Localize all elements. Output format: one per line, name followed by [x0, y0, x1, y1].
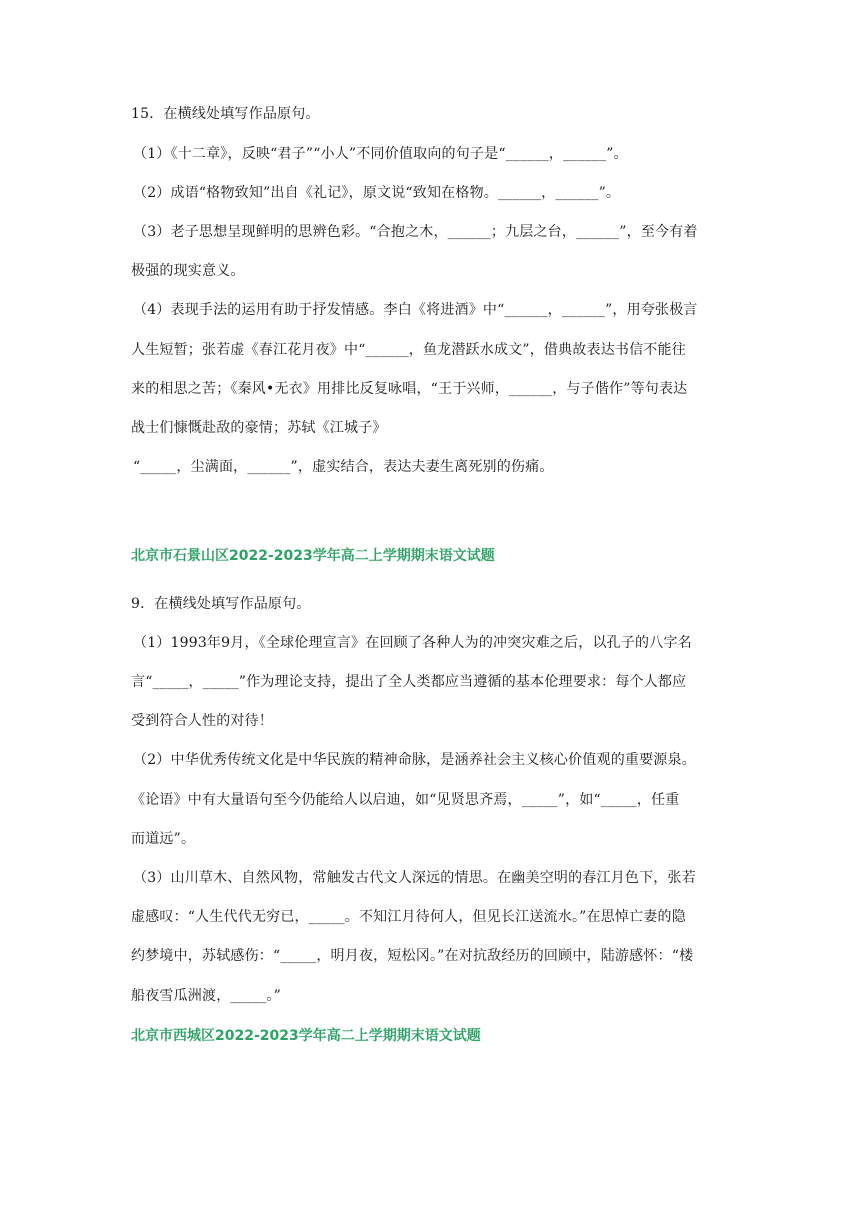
question-9-item-3: （3）山川草木、自然风物，常触发古代文人深远的情思。在幽美空明的春江月色下，张若: [133, 870, 696, 886]
question-9-item-1: （1）1993年9月，《全球伦理宣言》在回顾了各种人为的冲突灾难之后，以孔子的八字名: [133, 635, 692, 651]
question-9-item-3-cont-3: 船夜雪瓜洲渡，_____。”: [131, 988, 281, 1004]
question-15-item-2: （2）成语“格物致知”出自《礼记》，原文说“致知在格物。______，______”。: [133, 185, 621, 201]
question-9-item-2: （2）中华优秀传统文化是中华民族的精神命脉，是涵养社会主义核心价值观的重要源泉。: [133, 752, 696, 768]
question-15-item-4-cont-2: 来的相思之苦；《秦风•无衣》用排比反复咏唱，“王于兴师，______，与子偕作”等句表达: [131, 381, 688, 397]
question-9-item-1-cont-1: 言“_____，_____”作为理论支持，提出了全人类都应当遵循的基本伦理要求：每个人都应: [131, 674, 687, 690]
section-heading-shijingshan: 北京市石景山区2022-2023学年高二上学期期末语文试题: [131, 548, 495, 564]
question-15-item-4-cont-3: 战士们慷慨赴敌的豪情；苏轼《江城子》: [131, 420, 387, 436]
question-15-item-1: （1）《十二章》，反映“君子”“小人”不同价值取向的句子是“______，______”。: [133, 146, 628, 162]
question-15-item-4-cont-4: “_____，尘满面，______”，虚实结合，表达夫妻生离死别的伤痛。: [133, 459, 554, 475]
question-9-item-1-cont-2: 受到符合人性的对待！: [131, 713, 273, 729]
question-9-item-2-cont-1: 《论语》中有大量语句至今仍能给人以启迪，如“见贤思齐焉，_____”，如“_____，任重: [131, 792, 680, 808]
question-9-item-3-cont-2: 约梦境中，苏轼感伤：“_____，明月夜，短松冈。”在对抗敌经历的回顾中，陆游感怀：“楼: [131, 948, 694, 964]
section-heading-xicheng: 北京市西城区2022-2023学年高二上学期期末语文试题: [131, 1028, 481, 1044]
question-15-item-4: （4）表现手法的运用有助于抒发情感。李白《将进酒》中“______，______”，用夸张极言: [133, 302, 698, 318]
question-15-item-3-cont: 极强的现实意义。: [131, 263, 245, 279]
question-9-item-2-cont-2: 而道远”。: [131, 831, 196, 847]
question-9-item-3-cont-1: 虚感叹：“人生代代无穷已，_____。不知江月待何人，但见长江送流水。”在思悼亡妻的隐: [131, 909, 686, 925]
question-15-title: 15．在横线处填写作品原句。: [131, 106, 320, 122]
question-15-item-4-cont-1: 人生短暂；张若虚《春江花月夜》中“______，鱼龙潜跃水成文”，借典故表达书信不能往: [131, 342, 686, 358]
question-9-title: 9．在横线处填写作品原句。: [131, 596, 311, 612]
question-15-item-3: （3）老子思想呈现鲜明的思辨色彩。“合抱之木，______；九层之台，______”，至今有着: [133, 224, 698, 240]
